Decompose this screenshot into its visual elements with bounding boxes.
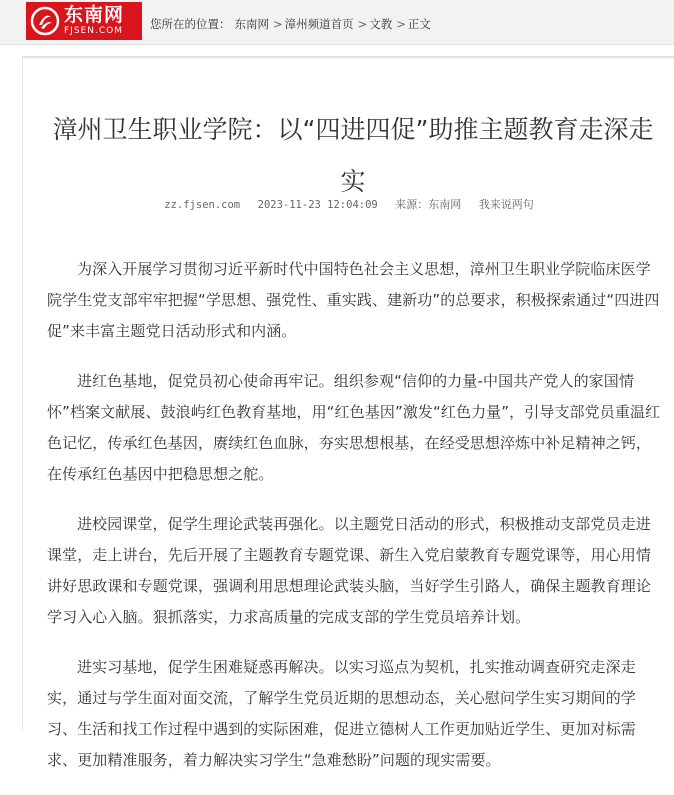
comment-link[interactable]: 我来说两句 xyxy=(478,198,534,211)
breadcrumb-prefix: 您所在的位置： xyxy=(150,17,231,31)
article-meta xyxy=(23,196,674,212)
site-logo[interactable] xyxy=(26,2,142,40)
paragraph: 进红色基地，促党员初心使命再牢记。组织参观“信仰的力量-中国共产党人的家国情怀”档案文献展、鼓浪屿红色教育基地，用“红色基因”激发“红色力量”，引导支部党员重温红色记忆，传承红色基因，赓续红色血脉，夯实思想根基，在经受思想淬炼中补足精神之钙，在传承红色基因中把稳思想之舵。 xyxy=(47,372,661,483)
breadcrumb-separator: > xyxy=(273,17,283,31)
logo-name: 东南网 xyxy=(64,4,125,26)
breadcrumb-item-channel[interactable]: 漳州频道首页 xyxy=(284,17,354,31)
breadcrumb-separator: > xyxy=(357,17,368,31)
paragraph: 进校园课堂，促学生理论武装再强化。以主题党日活动的形式，积极推动支部党员走进课堂，走上讲台，先后开展了主题教育专题党课、新生入党启蒙教育专题党课等，用心用情讲好思政课和专题党课，强调利用思想理论武装头脑，当好学生引路人，确保主题教育理论学习入心入脑。狠抓落实，力求高质量的完成支部的学生党员培养计划。 xyxy=(47,515,652,626)
logo-flame-icon xyxy=(30,6,60,36)
article-body xyxy=(47,254,662,795)
publish-datetime: 2023-11-23 12:04:09 xyxy=(257,199,378,211)
breadcrumb-item-category[interactable]: 文教 xyxy=(369,17,393,31)
site-header xyxy=(0,0,674,45)
logo-subtitle: FJSEN.COM xyxy=(64,26,123,36)
paragraph: 进实习基地，促学生困难疑惑再解决。以实习巡点为契机，扎实推动调查研究走深走实，通过与学生面对面交流，了解学生党员近期的思想动态，关心慰问学生实习期间的学习、生活和找工作过程中遇到的实际困难，促进立德树人工作更加贴近学生、更加对标需求、更加精准服务，着力解决实习学生“急难愁盼”问题的现实需要。 xyxy=(47,658,636,769)
paragraph: 为深入开展学习贯彻习近平新时代中国特色社会主义思想，漳州卫生职业学院临床医学院学生党支部牢牢把握“学思想、强党性、重实践、建新功”的总要求，积极探索通过“四进四促”来丰富主题党日活动形式和内涵。 xyxy=(47,260,660,340)
breadcrumb-item-home[interactable]: 东南网 xyxy=(234,17,269,31)
article-container xyxy=(22,59,674,769)
breadcrumb-separator: > xyxy=(396,17,406,31)
source-url[interactable]: zz.fjsen.com xyxy=(164,199,241,211)
article-source: 来源：东南网 xyxy=(395,198,462,211)
article-title: 漳州卫生职业学院：以“四进四促”助推主题教育走深走实 xyxy=(52,114,654,196)
breadcrumb xyxy=(150,16,435,32)
breadcrumb-item-current: 正文 xyxy=(407,17,431,31)
